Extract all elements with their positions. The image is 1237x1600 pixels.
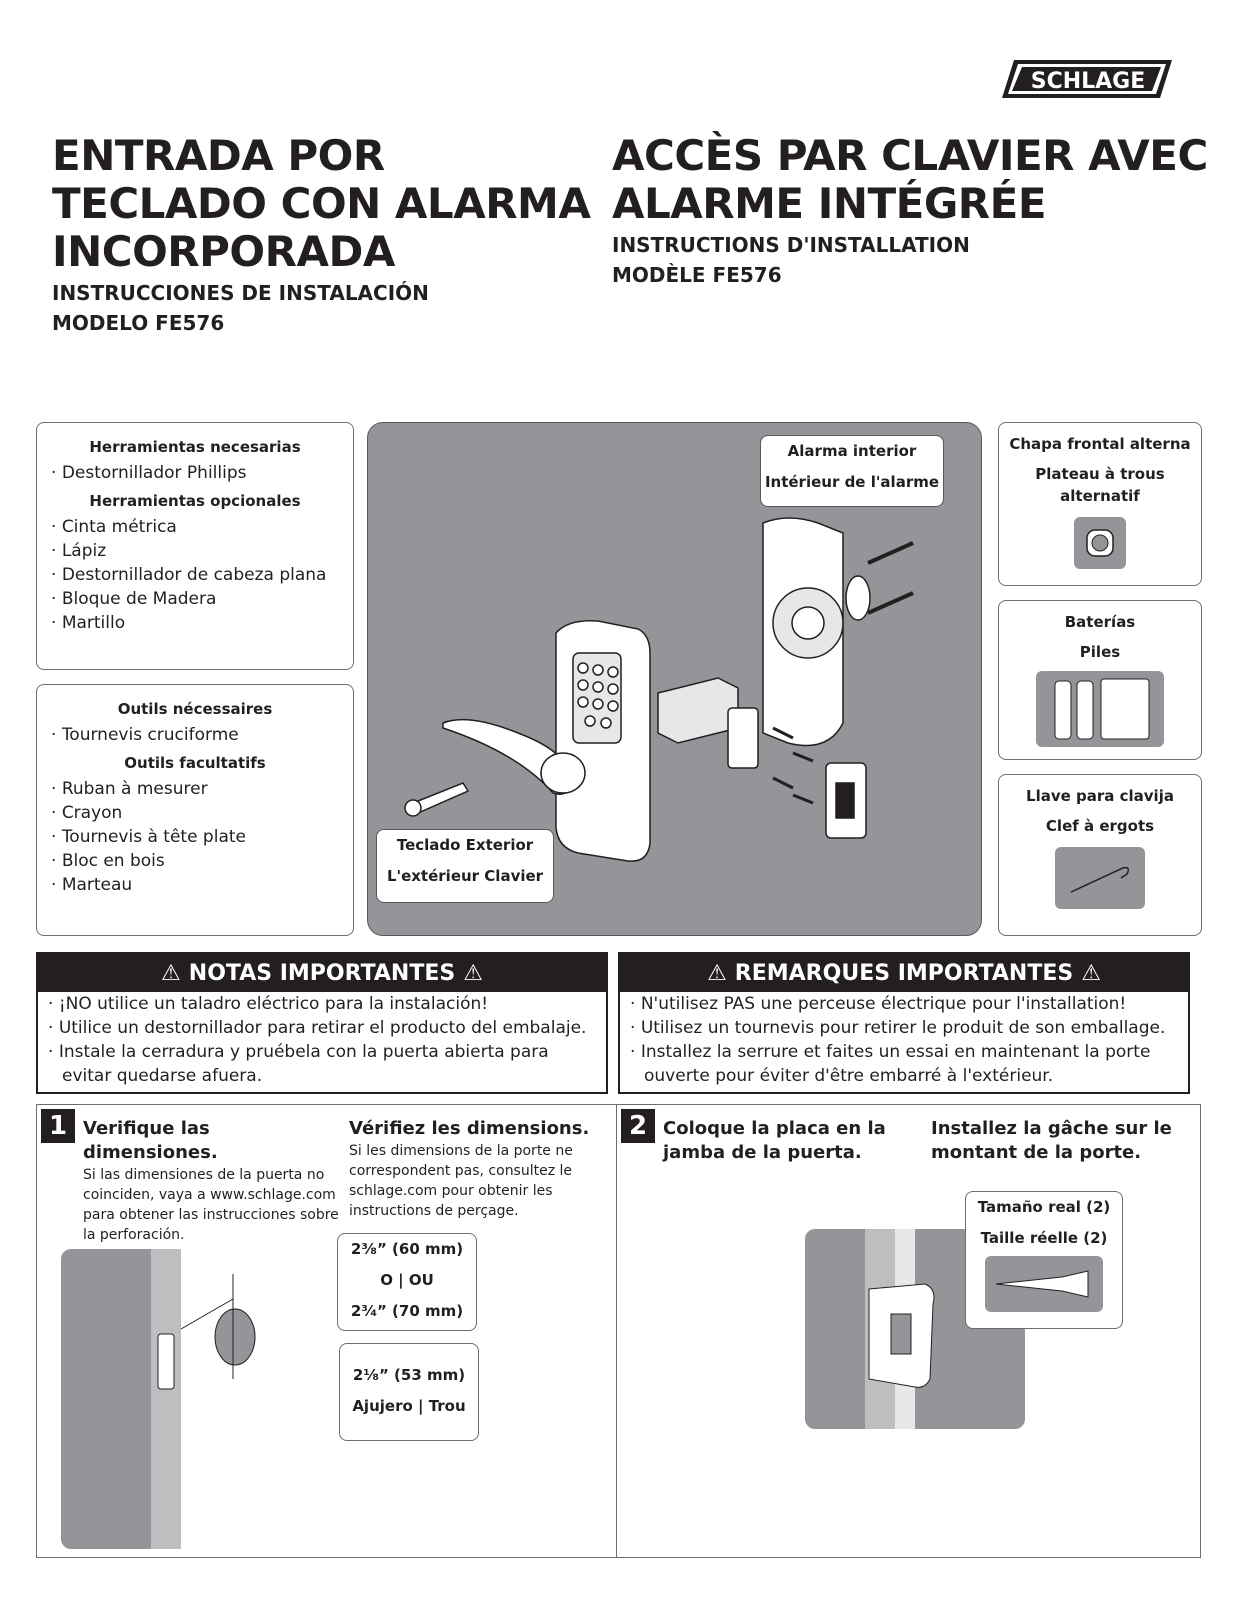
warning-icon: ⚠ bbox=[1081, 960, 1101, 986]
side-label: Piles bbox=[1079, 643, 1121, 661]
lock-parts-diagram bbox=[367, 422, 982, 936]
exterior-label-es: Teclado Exterior bbox=[396, 836, 534, 854]
tool-item: · Martillo bbox=[51, 611, 339, 635]
step-heading: Coloque la placa en la jamba de la puerta. bbox=[663, 1118, 886, 1163]
brand-name: SCHLAGE bbox=[1030, 69, 1146, 94]
tool-item: · Destornillador de cabeza plana bbox=[51, 563, 339, 587]
french-title-line: ACCÈS PAR CLAVIER AVEC bbox=[612, 131, 1208, 180]
notes-list bbox=[620, 992, 1188, 1088]
step-heading: Verifique las dimensiones. bbox=[83, 1118, 218, 1163]
dimension-text: Tamaño real (2) bbox=[977, 1198, 1111, 1216]
notes-header bbox=[38, 954, 606, 992]
step-2-french-text bbox=[931, 1117, 1191, 1165]
backset-dimension-box bbox=[337, 1233, 477, 1331]
side-label: Clef à ergots bbox=[1045, 817, 1155, 835]
step-number: 1 bbox=[41, 1109, 75, 1143]
alternate-faceplate-box bbox=[998, 422, 1202, 586]
faceplate-icon bbox=[1074, 517, 1126, 569]
side-label: Baterías bbox=[1064, 613, 1136, 631]
step-2-panel bbox=[616, 1104, 1201, 1558]
dimension-text: Ajujero | Trou bbox=[352, 1397, 466, 1415]
step-heading: Installez la gâche sur le montant de la porte. bbox=[931, 1118, 1172, 1163]
step-2-spanish-text bbox=[663, 1117, 923, 1165]
side-label: Llave para clavija bbox=[1026, 787, 1174, 805]
required-tools-list bbox=[51, 723, 339, 747]
dimension-text: 2¹⁄₈” (53 mm) bbox=[352, 1366, 466, 1384]
tool-item: · Tournevis cruciforme bbox=[51, 723, 339, 747]
required-tools-list bbox=[51, 461, 339, 485]
note-item: · Installez la serrure et faites un essai en maintenant la porte ouverte pour éviter d'être embarré à l'extérieur. bbox=[630, 1040, 1178, 1088]
tools-box-spanish bbox=[36, 422, 354, 670]
spanish-title-line: INCORPORADA bbox=[52, 227, 395, 276]
note-item: · N'utilisez PAS une perceuse électrique pour l'installation! bbox=[630, 992, 1178, 1016]
step-text: Si les dimensions de la porte ne correspondent pas, consultez le schlage.com pour obtenir les instructions de perçage. bbox=[349, 1143, 573, 1219]
tool-item: · Ruban à mesurer bbox=[51, 777, 339, 801]
spanner-wrench-box bbox=[998, 774, 1202, 936]
dimension-text: 2³⁄₈” (60 mm) bbox=[350, 1240, 464, 1258]
warning-icon: ⚠ bbox=[463, 960, 483, 986]
batteries-icon bbox=[1036, 671, 1164, 747]
tool-item: · Marteau bbox=[51, 873, 339, 897]
notes-heading: REMARQUES IMPORTANTES bbox=[734, 960, 1074, 986]
step-1-french-text bbox=[349, 1117, 609, 1221]
required-tools-heading: Outils nécessaires bbox=[117, 700, 273, 718]
important-notes-spanish bbox=[36, 952, 608, 1094]
hole-dimension-box bbox=[339, 1343, 479, 1441]
spanner-wrench-icon bbox=[1055, 847, 1145, 909]
optional-tools-list bbox=[51, 777, 339, 897]
french-title-block bbox=[612, 132, 1212, 290]
french-subtitle-line: MODÈLE FE576 bbox=[612, 263, 782, 287]
door-edge-illustration bbox=[61, 1249, 361, 1549]
exterior-label-fr: L'extérieur Clavier bbox=[386, 867, 544, 885]
spanish-title-block bbox=[52, 132, 592, 338]
notes-header bbox=[620, 954, 1188, 992]
warning-icon: ⚠ bbox=[161, 960, 181, 986]
optional-tools-heading: Herramientas opcionales bbox=[89, 492, 301, 510]
tool-item: · Lápiz bbox=[51, 539, 339, 563]
tools-box-french bbox=[36, 684, 354, 936]
tool-item: · Crayon bbox=[51, 801, 339, 825]
warning-icon: ⚠ bbox=[707, 960, 727, 986]
dimension-text: 2³⁄₄” (70 mm) bbox=[350, 1302, 464, 1320]
side-label: Chapa frontal alterna bbox=[1009, 435, 1191, 453]
dimension-text: Taille réelle (2) bbox=[980, 1229, 1108, 1247]
french-subtitle-line: INSTRUCTIONS D'INSTALLATION bbox=[612, 233, 970, 257]
notes-list bbox=[38, 992, 606, 1088]
note-item: · Utilisez un tournevis pour retirer le produit de son emballage. bbox=[630, 1016, 1178, 1040]
note-item: · Instale la cerradura y pruébela con la puerta abierta para evitar quedarse afuera. bbox=[48, 1040, 596, 1088]
tool-item: · Destornillador Phillips bbox=[51, 461, 339, 485]
spanish-title-line: TECLADO CON ALARMA bbox=[52, 179, 591, 228]
tool-item: · Cinta métrica bbox=[51, 515, 339, 539]
side-label: alternatif bbox=[1060, 487, 1140, 505]
step-number: 2 bbox=[621, 1109, 655, 1143]
step-heading: Vérifiez les dimensions. bbox=[349, 1118, 590, 1139]
side-label: Plateau à trous bbox=[1035, 465, 1165, 483]
tool-item: · Bloque de Madera bbox=[51, 587, 339, 611]
optional-tools-list bbox=[51, 515, 339, 635]
spanish-subtitle-line: INSTRUCCIONES DE INSTALACIÓN bbox=[52, 281, 429, 305]
schlage-logo bbox=[1000, 56, 1180, 102]
interior-label-es: Alarma interior bbox=[787, 442, 917, 460]
note-item: · Utilice un destornillador para retirar el producto del embalaje. bbox=[48, 1016, 596, 1040]
spanish-subtitle-line: MODELO FE576 bbox=[52, 311, 225, 335]
note-item: · ¡NO utilice un taladro eléctrico para la instalación! bbox=[48, 992, 596, 1016]
tool-item: · Tournevis à tête plate bbox=[51, 825, 339, 849]
step-text: Si las dimensiones de la puerta no coinciden, vaya a www.schlage.com para obtener las instrucciones sobre la perforación. bbox=[83, 1167, 339, 1243]
french-title-line: ALARME INTÉGRÉE bbox=[612, 179, 1047, 228]
important-notes-french bbox=[618, 952, 1190, 1094]
optional-tools-heading: Outils facultatifs bbox=[124, 754, 266, 772]
step-1-spanish-text bbox=[83, 1117, 343, 1245]
interior-alarm-callout bbox=[760, 435, 944, 507]
step-1-panel bbox=[36, 1104, 617, 1558]
batteries-box bbox=[998, 600, 1202, 760]
spanish-title-line: ENTRADA POR bbox=[52, 131, 385, 180]
dimension-text: O | OU bbox=[380, 1271, 434, 1289]
required-tools-heading: Herramientas necesarias bbox=[89, 438, 301, 456]
exterior-keypad-callout bbox=[376, 829, 554, 903]
tool-item: · Bloc en bois bbox=[51, 849, 339, 873]
notes-heading: NOTAS IMPORTANTES bbox=[188, 960, 456, 986]
actual-size-screw-box bbox=[965, 1191, 1123, 1329]
interior-label-fr: Intérieur de l'alarme bbox=[764, 473, 940, 491]
screw-icon bbox=[985, 1256, 1103, 1312]
